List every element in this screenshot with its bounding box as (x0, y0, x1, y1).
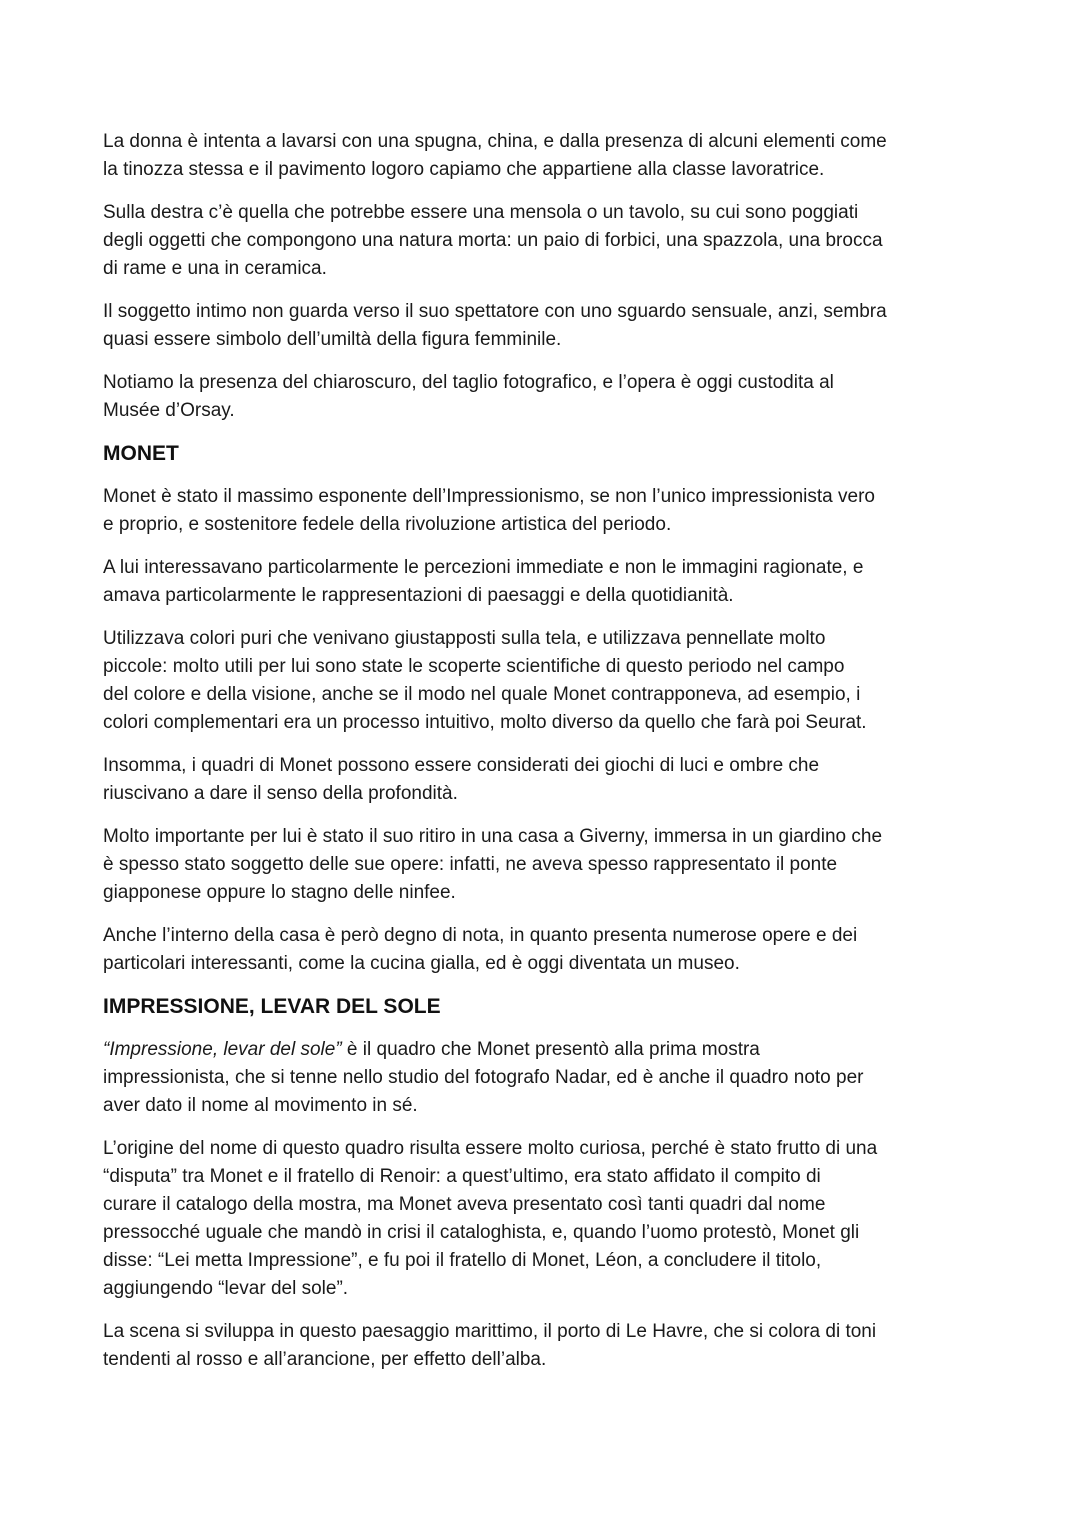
text-line: del colore e della visione, anche se il modo nel quale Monet contrapponeva, ad esempio, i (103, 684, 861, 705)
text-line: aggiungendo “levar del sole”. (103, 1278, 349, 1299)
text-line: Notiamo la presenza del chiaroscuro, del taglio fotografico, e l’opera è oggi custodita al (103, 372, 834, 393)
paragraph (103, 483, 983, 539)
paragraph (103, 199, 983, 283)
text-line: Sulla destra c’è quella che potrebbe essere una mensola o un tavolo, su cui sono poggiati (103, 202, 859, 223)
text-line: A lui interessavano particolarmente le percezioni immediate e non le immagini ragionate, e (103, 557, 864, 578)
paragraph (103, 369, 983, 425)
section-heading: IMPRESSIONE, LEVAR DEL SOLE (103, 995, 441, 1018)
text-line: curare il catalogo della mostra, ma Monet aveva presentato così tanti quadri dal nome (103, 1194, 826, 1215)
paragraph (103, 922, 983, 978)
text-line: amava particolarmente le rappresentazioni di paesaggi e della quotidianità. (103, 585, 734, 606)
italic-title: “Impressione, levar del sole” (103, 1039, 342, 1060)
text-line: riuscivano a dare il senso della profondità. (103, 783, 458, 804)
text-line: di rame e una in ceramica. (103, 258, 327, 279)
text-line: giapponese oppure lo stagno delle ninfee. (103, 882, 456, 903)
text-line: La scena si sviluppa in questo paesaggio marittimo, il porto di Le Havre, che si colora di toni (103, 1321, 877, 1342)
text-line: aver dato il nome al movimento in sé. (103, 1095, 418, 1116)
text-line: e proprio, e sostenitore fedele della rivoluzione artistica del periodo. (103, 514, 672, 535)
section-heading: MONET (103, 442, 179, 465)
text-line: la tinozza stessa e il pavimento logoro capiamo che appartiene alla classe lavoratrice. (103, 159, 825, 180)
text-line: “disputa” tra Monet e il fratello di Renoir: a quest’ultimo, era stato affidato il compito di (103, 1166, 821, 1187)
document-page (103, 128, 983, 1389)
text-line: La donna è intenta a lavarsi con una spugna, china, e dalla presenza di alcuni elementi come (103, 131, 887, 152)
text-line: Insomma, i quadri di Monet possono essere considerati dei giochi di luci e ombre che (103, 755, 820, 776)
text-line: Il soggetto intimo non guarda verso il suo spettatore con uno sguardo sensuale, anzi, sembra (103, 301, 887, 322)
text-line: tendenti al rosso e all’arancione, per effetto dell’alba. (103, 1349, 547, 1370)
text-line: L’origine del nome di questo quadro risulta essere molto curiosa, perché è stato frutto di una (103, 1138, 878, 1159)
paragraph (103, 625, 983, 737)
text-line: disse: “Lei metta Impressione”, e fu poi il fratello di Monet, Léon, a concludere il titolo, (103, 1250, 822, 1271)
text-segment: è il quadro che Monet presentò alla prima mostra (341, 1039, 760, 1060)
text-line: Anche l’interno della casa è però degno di nota, in quanto presenta numerose opere e dei (103, 925, 858, 946)
text-line: particolari interessanti, come la cucina gialla, ed è oggi diventata un museo. (103, 953, 740, 974)
paragraph (103, 1036, 983, 1120)
text-line: degli oggetti che compongono una natura morta: un paio di forbici, una spazzola, una brocca (103, 230, 883, 251)
text-line: piccole: molto utili per lui sono state le scoperte scientifiche di questo periodo nel campo (103, 656, 845, 677)
paragraph (103, 554, 983, 610)
paragraph (103, 823, 983, 907)
text-line (103, 1036, 983, 1064)
paragraph (103, 1318, 983, 1374)
paragraph (103, 752, 983, 808)
text-line: Molto importante per lui è stato il suo ritiro in una casa a Giverny, immersa in un giardino che (103, 826, 883, 847)
text-line: è spesso stato soggetto delle sue opere: infatti, ne aveva spesso rappresentato il ponte (103, 854, 838, 875)
text-line: impressionista, che si tenne nello studio del fotografo Nadar, ed è anche il quadro noto per (103, 1067, 864, 1088)
paragraph (103, 298, 983, 354)
text-line: Monet è stato il massimo esponente dell’Impressionismo, se non l’unico impressionista vero (103, 486, 875, 507)
paragraph (103, 128, 983, 184)
text-line: Utilizzava colori puri che venivano giustapposti sulla tela, e utilizzava pennellate molto (103, 628, 826, 649)
text-line: Musée d’Orsay. (103, 400, 235, 421)
text-line: quasi essere simbolo dell’umiltà della figura femminile. (103, 329, 562, 350)
text-line: colori complementari era un processo intuitivo, molto diverso da quello che farà poi Seurat. (103, 712, 867, 733)
text-line: pressocché uguale che mandò in crisi il cataloghista, e, quando l’uomo protestò, Monet gli (103, 1222, 860, 1243)
paragraph (103, 1135, 983, 1303)
